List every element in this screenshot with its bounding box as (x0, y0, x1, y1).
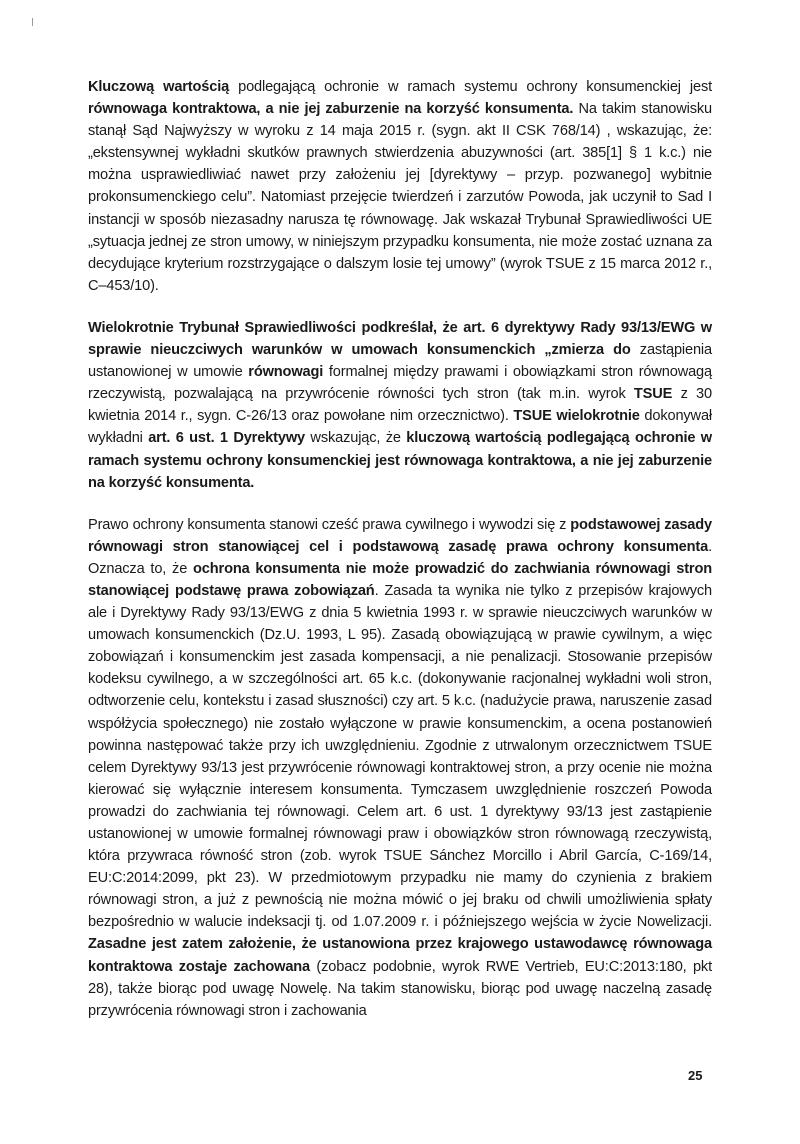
text-run: dokonywał wykładni (88, 408, 713, 447)
scan-mark (32, 18, 33, 26)
bold-text-run: równowagi (248, 364, 324, 381)
bold-text-run: ochrona konsumenta nie może prowadzić do zachwiania równowagi stron stanowiącej podstawę prawa zobowiązań (88, 560, 712, 599)
bold-text-run: podstawowej zasady równowagi stron stanowiącej cel i podstawową zasadę prawa ochrony konsumenta (88, 516, 713, 555)
text-run: . Oznacza to, że (88, 538, 712, 577)
bold-text-run: kluczową wartością podlegającą ochronie w ramach systemu ochrony konsumenckiej jest równowaga kontraktowa, a nie jej zaburzenie na korzyść konsumenta. (88, 430, 713, 491)
text-run: Na takim stanowisku stanął Sąd Najwyższy w wyroku z 14 maja 2015 r. (sygn. akt II CSK 768/14) , wskazując, że: „ekstensywnej wykładni skutków prawnych stwierdzenia abuzywności (art. 385[1] § 1 k.c.) nie można usprawiedliwiać nawet przy założeniu jej [dyrektywy – przyp. pozwanego] wybitnie prokonsumenckiego celu”. Natomiast przejęcie twierdzeń i zarzutów Powoda, jak uczynił to Sad I instancji w sposób niezasadny narusza tę równowagę. Jak wskazał Trybunał Sprawiedliwości UE „sytuacja jednej ze stron umowy, w niniejszym przypadku konsumenta, nie może zostać uznana za decydujące kryterium rozstrzygające o dalszym losie tej umowy” (wyrok TSUE z 15 marca 2012 r., C–453/10). (88, 101, 712, 294)
text-run: podlegającą ochronie w ramach systemu ochrony konsumenckiej jest (229, 79, 712, 95)
text-run: . Zasada ta wynika nie tylko z przepisów krajowych ale i Dyrektywy Rady 93/13/EWG z dnia 5 kwietnia 1993 r. w sprawie nieuczciwych warunków w umowach konsumenckich (Dz.U. 1993, L 95). Zasadą obowiązującą w prawie cywilnym, a więc zobowiązań i konsumenckim jest zasada kompensacji, a nie penalizacji. Stosowanie przepisów kodeksu cywilnego, a w szczególności art. 65 k.c. (dokonywanie racjonalnej wykładni woli stron, odtworzenie celu, kontekstu i zasad słuszności) czy art. 5 k.c. (nadużycie prawa, naruszenie zasad współżycia społecznego) nie zostało wyłączone w prawie konsumenckim, a ocena postanowień powinna następować także przy ich uwzględnieniu. Zgodnie z utrwalonym orzecznictwem TSUE celem Dyrektywy 93/13 jest przywrócenie równowagi kontraktowej stron, a przy ocenie nie można kierować się wyłącznie interesem konsumenta. Tymczasem uwzględnienie roszczeń Powoda prowadzi do zachwiania tej równowagi. Celem art. 6 ust. 1 dyrektywy 93/13 jest zastąpienie ustanowionej w umowie formalnej równowagi praw i obowiązków stron równowagą rzeczywistą, która przywraca równość stron (zob. wyrok TSUE Sánchez Morcillo i Abril García, C-169/14, EU:C:2014:2099, pkt 23). W przedmiotowym przypadku nie mamy do czynienia z brakiem równowagi stron, a już z pewnością nie można mówić o jej braku od chwili umożliwienia spłaty bezpośrednio w walucie indeksacji tj. od 1.07.2009 r. i późniejszego wejścia w życie Nowelizacji. (88, 582, 712, 931)
text-run: (zobacz podobnie, wyrok RWE Vertrieb, EU:C:2013:180, pkt 28), także biorąc pod uwagę Nowelę. Na takim stanowisku, biorąc pod uwagę naczelną zasadę przywrócenia równowagi stron i zachowania (88, 958, 712, 1019)
bold-text-run: Wielokrotnie Trybunał Sprawiedliwości podkreślał, że art. 6 dyrektywy Rady 93/13/EWG w sprawie nieuczciwych warunków w umowach konsumenckich „zmierza do (88, 319, 712, 359)
bold-text-run: Kluczową wartością (88, 79, 230, 95)
paragraph-1 (88, 76, 712, 297)
text-run: Prawo ochrony konsumenta stanowi cześć prawa cywilnego i wywodzi się z (88, 516, 571, 533)
text-run: zastąpienia ustanowionej w umowie (88, 342, 712, 381)
text-run: z 30 kwietnia 2014 r., sygn. C-26/13 oraz powołane nim orzecznictwo). (88, 386, 712, 425)
body-text (88, 76, 712, 1022)
text-run: wskazując, że (305, 430, 407, 447)
bold-text-run: TSUE (633, 386, 673, 403)
paragraph-3 (88, 514, 712, 1022)
bold-text-run: TSUE wielokrotnie (513, 408, 640, 425)
bold-text-run: Zasadne jest zatem założenie, że ustanowiona przez krajowego ustawodawcę równowaga kontraktowa zostaje zachowana (88, 936, 712, 975)
bold-text-run: art. 6 ust. 1 Dyrektywy (148, 430, 305, 447)
page-number: 25 (688, 1068, 703, 1083)
text-run: formalnej między prawami i obowiązkami stron równowagą rzeczywistą, pozwalającą na przywrócenie równości tych stron (tak m.in. wyrok (88, 364, 712, 403)
bold-text-run: równowaga kontraktowa, a nie jej zaburzenie na korzyść konsumenta. (88, 101, 574, 118)
paragraph-2 (88, 317, 712, 494)
